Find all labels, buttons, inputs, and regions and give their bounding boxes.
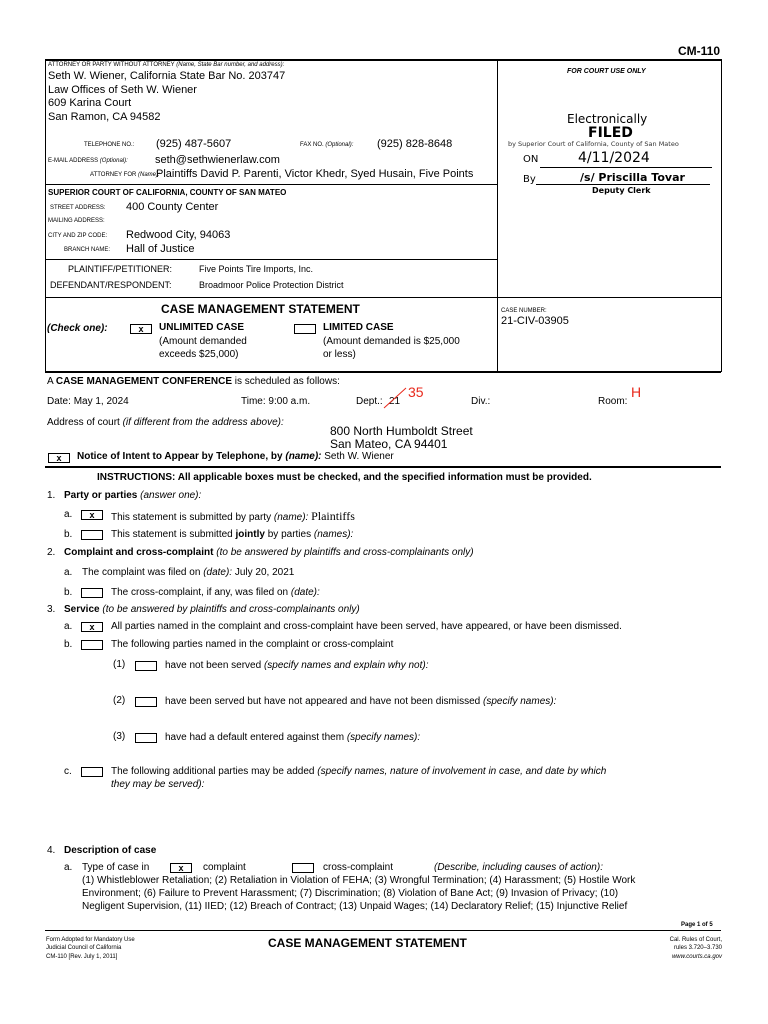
item4a-cross-checkbox[interactable] bbox=[292, 863, 314, 873]
unlimited-note-1: (Amount demanded bbox=[159, 336, 247, 347]
conference-dept-struck: 21 bbox=[389, 396, 401, 407]
notice-name-value: Seth W. Wiener bbox=[324, 451, 394, 462]
fax-value: (925) 828-8648 bbox=[377, 138, 453, 150]
item3b1-note: (specify names and explain why not): bbox=[263, 660, 429, 671]
court-address-label-text: Address of court bbox=[47, 417, 120, 428]
conference-time-label: Time: bbox=[241, 396, 266, 407]
unlimited-checkbox[interactable]: x bbox=[130, 324, 152, 334]
item2a-note: (date): bbox=[203, 567, 233, 578]
conference-date-value: May 1, 2024 bbox=[73, 396, 129, 407]
item3b3-checkbox[interactable] bbox=[135, 733, 157, 743]
item2a-value: July 20, 2021 bbox=[234, 567, 295, 578]
stamp-date-rule bbox=[540, 167, 712, 168]
limited-note-1: (Amount demanded is $25,000 bbox=[323, 336, 460, 347]
telephone-appearance-checkbox[interactable]: x bbox=[48, 453, 70, 463]
court-title: SUPERIOR COURT OF CALIFORNIA, COUNTY OF SAN MATEO bbox=[48, 188, 287, 197]
footer-rule bbox=[45, 930, 721, 931]
item1-title: Party or parties bbox=[64, 490, 138, 501]
conference-dept-label: Dept.: bbox=[356, 396, 383, 407]
item1b-checkbox[interactable] bbox=[81, 530, 103, 540]
telephone-value: (925) 487-5607 bbox=[156, 138, 232, 150]
item2b-checkbox[interactable] bbox=[81, 588, 103, 598]
header-top-rule bbox=[45, 59, 721, 61]
attorney-for-value: Plaintiffs David P. Parenti, Victor Khedr, Syed Husain, Five Points bbox=[156, 168, 474, 180]
conference-room-value: H bbox=[631, 384, 642, 400]
form-id: CM-110 bbox=[678, 44, 721, 58]
stamp-sign-rule bbox=[536, 184, 710, 185]
defendant-value: Broadmoor Police Protection District bbox=[199, 280, 344, 290]
street-label: STREET ADDRESS: bbox=[50, 205, 106, 211]
stamp-by-label: By bbox=[523, 174, 536, 185]
item3c-letter: c. bbox=[64, 766, 72, 777]
footer-adopted-1: Form Adopted for Mandatory Use bbox=[46, 937, 135, 943]
item4-number: 4. bbox=[47, 845, 56, 856]
attorney-for-label-note: (Name): bbox=[138, 172, 160, 178]
statement-title: CASE MANAGEMENT STATEMENT bbox=[161, 302, 360, 316]
item4a-complaint-checkbox[interactable]: x bbox=[170, 863, 192, 873]
item3b-text: The following parties named in the complaint or cross-complaint bbox=[111, 639, 394, 650]
item2a-letter: a. bbox=[64, 567, 73, 578]
item2a-text bbox=[82, 568, 294, 578]
footer-rules-1: Cal. Rules of Court, bbox=[669, 937, 722, 943]
conference-date-label: Date: bbox=[47, 396, 71, 407]
item3c-note-1: (specify names, nature of involvement in case, and date by which bbox=[317, 766, 607, 777]
parties-bottom-rule bbox=[45, 297, 721, 298]
item2b-letter: b. bbox=[64, 587, 73, 598]
attorney-for-label-text: ATTORNEY FOR bbox=[90, 172, 137, 178]
stamp-filed: FILED bbox=[588, 125, 633, 141]
item1a-checkbox[interactable]: x bbox=[81, 510, 103, 520]
header-divider-rule bbox=[497, 59, 498, 372]
item3c-text bbox=[111, 767, 606, 777]
fax-label bbox=[300, 142, 353, 148]
conference-dept-new: 35 bbox=[408, 384, 424, 400]
email-label-note: (Optional): bbox=[99, 158, 128, 164]
case-number-label: CASE NUMBER: bbox=[501, 308, 547, 314]
footer-rules-3: www.courts.ca.gov bbox=[671, 954, 722, 960]
limited-checkbox[interactable] bbox=[294, 324, 316, 334]
unlimited-note-2: exceeds $25,000) bbox=[159, 349, 239, 360]
court-address-label bbox=[47, 418, 284, 428]
item2-number: 2. bbox=[47, 547, 56, 558]
item3b3-text bbox=[165, 733, 420, 743]
item2a-label: The complaint was filed on bbox=[82, 567, 201, 578]
item3a-checkbox[interactable]: x bbox=[81, 622, 103, 632]
court-address-label-note: (if different from the address above): bbox=[122, 417, 284, 428]
telephone-appearance-notice bbox=[77, 452, 394, 462]
conference-div-label: Div.: bbox=[471, 396, 491, 407]
item3b3-note: (specify names): bbox=[346, 732, 421, 743]
item3-number: 3. bbox=[47, 604, 56, 615]
telephone-label: TELEPHONE NO.: bbox=[84, 142, 135, 148]
footer-title: CASE MANAGEMENT STATEMENT bbox=[268, 936, 467, 950]
city-value: Redwood City, 94063 bbox=[126, 229, 231, 241]
item2-heading bbox=[64, 548, 474, 558]
item2b-note: (date): bbox=[290, 587, 320, 598]
court-bottom-rule bbox=[45, 259, 497, 260]
item3b1-text bbox=[165, 661, 429, 671]
item3b3-label: have had a default entered against them bbox=[165, 732, 345, 743]
item3b1-number: (1) bbox=[113, 659, 126, 670]
item3c-checkbox[interactable] bbox=[81, 767, 103, 777]
conference-date bbox=[47, 397, 129, 407]
item2-title: Complaint and cross-complaint bbox=[64, 547, 214, 558]
footer-adopted-2: Judicial Council of California bbox=[46, 945, 122, 951]
defendant-label: DEFENDANT/RESPONDENT: bbox=[50, 280, 172, 290]
item3b-letter: b. bbox=[64, 639, 73, 650]
item4a-causes-line-2: Environment; (6) Failure to Prevent Harassment; (7) Discrimination; (8) Violation of Bane Act; (9) Invasion of Privacy; (10) bbox=[82, 888, 619, 899]
limited-label: LIMITED CASE bbox=[323, 322, 394, 333]
item1-number: 1. bbox=[47, 490, 56, 501]
check-one-label: (Check one): bbox=[47, 323, 108, 334]
item3b2-text bbox=[165, 697, 556, 707]
stamp-electronically: Electronically bbox=[567, 112, 648, 126]
item1a-note: (name): bbox=[273, 512, 309, 523]
header-left-rule bbox=[45, 59, 46, 372]
item1b-post: by parties bbox=[267, 529, 312, 540]
item1b-note: (names): bbox=[313, 529, 354, 540]
stamp-on-label: ON bbox=[523, 154, 539, 165]
item3a-text: All parties named in the complaint and cross-complaint have been served, have appeared, or have been dismissed. bbox=[111, 621, 622, 632]
item4a-cross-label: cross-complaint bbox=[323, 862, 394, 873]
item1b-text bbox=[111, 530, 353, 540]
item1-note: (answer one): bbox=[140, 490, 202, 501]
email-label bbox=[48, 158, 128, 164]
attorney-line-4: San Ramon, CA 94582 bbox=[48, 111, 161, 123]
conference-time bbox=[241, 397, 310, 407]
item3b1-label: have not been served bbox=[165, 660, 262, 671]
mailing-label: MAILING ADDRESS: bbox=[48, 218, 105, 224]
branch-value: Hall of Justice bbox=[126, 243, 195, 255]
stamp-title: Deputy Clerk bbox=[592, 186, 651, 195]
attorney-bottom-rule bbox=[45, 184, 497, 185]
court-use-label: FOR COURT USE ONLY bbox=[567, 68, 646, 75]
item1b-letter: b. bbox=[64, 529, 73, 540]
stamp-court-line: by Superior Court of California, County of San Mateo bbox=[508, 140, 679, 148]
item1a-value: Plaintiffs bbox=[311, 509, 355, 523]
conference-intro-post: is scheduled as follows: bbox=[232, 376, 340, 387]
stamp-date: 4/11/2024 bbox=[578, 150, 650, 166]
item3b2-checkbox[interactable] bbox=[135, 697, 157, 707]
item3-heading bbox=[64, 605, 360, 615]
dept-strike-mark bbox=[382, 386, 410, 410]
stamp-signature: /s/ Priscilla Tovar bbox=[580, 171, 685, 184]
item2b-text bbox=[111, 588, 320, 598]
item4a-causes-line-1: (1) Whistleblower Retaliation; (2) Retaliation in Violation of FEHA; (3) Wrongful Termination; (4) Harassment; (5) Hostile Work bbox=[82, 875, 636, 886]
branch-label: BRANCH NAME: bbox=[64, 247, 111, 253]
limited-note-2: or less) bbox=[323, 349, 356, 360]
item1b-pre: This statement is submitted bbox=[111, 529, 233, 540]
email-label-text: E-MAIL ADDRESS bbox=[48, 158, 99, 164]
case-number-value: 21-CIV-03905 bbox=[501, 315, 569, 327]
court-address-line-2: San Mateo, CA 94401 bbox=[330, 437, 448, 451]
item3c-note-2: they may be served): bbox=[111, 779, 205, 790]
conference-room-label: Room: bbox=[598, 396, 628, 407]
item1-heading bbox=[64, 491, 201, 501]
conference-bottom-rule bbox=[45, 466, 721, 468]
header-right-rule bbox=[721, 59, 722, 372]
attorney-line-2: Law Offices of Seth W. Wiener bbox=[48, 84, 197, 96]
item3b-checkbox[interactable] bbox=[81, 640, 103, 650]
notice-name-label: (name): bbox=[285, 451, 322, 462]
attorney-for-label bbox=[90, 172, 160, 178]
item3b1-checkbox[interactable] bbox=[135, 661, 157, 671]
attorney-header-label: ATTORNEY OR PARTY WITHOUT ATTORNEY bbox=[48, 62, 175, 68]
attorney-line-1: Seth W. Wiener, California State Bar No. 203747 bbox=[48, 70, 286, 82]
item3c-label: The following additional parties may be added bbox=[111, 766, 315, 777]
item4a-text: Type of case in bbox=[82, 862, 150, 873]
item3a-letter: a. bbox=[64, 621, 73, 632]
item2-note: (to be answered by plaintiffs and cross-complainants only) bbox=[216, 547, 474, 558]
conference-time-value: 9:00 a.m. bbox=[268, 396, 311, 407]
attorney-header bbox=[48, 62, 284, 68]
item3b3-number: (3) bbox=[113, 731, 126, 742]
conference-intro bbox=[47, 377, 340, 387]
fax-label-note: (Optional): bbox=[325, 142, 354, 148]
statement-bottom-rule bbox=[45, 371, 721, 373]
fax-label-text: FAX NO. bbox=[300, 142, 324, 148]
plaintiff-value: Five Points Tire Imports, Inc. bbox=[199, 264, 314, 274]
instructions: INSTRUCTIONS: All applicable boxes must be checked, and the specified information must be provided. bbox=[97, 472, 592, 483]
item3b2-label: have been served but have not appeared and have not been dismissed bbox=[165, 696, 481, 707]
item4-title: Description of case bbox=[64, 845, 157, 856]
conference-intro-bold: CASE MANAGEMENT CONFERENCE bbox=[55, 376, 233, 387]
notice-label: Notice of Intent to Appear by Telephone, by bbox=[77, 451, 283, 462]
attorney-line-3: 609 Karina Court bbox=[48, 97, 132, 109]
item1b-bold: jointly bbox=[235, 529, 265, 540]
item2b-label: The cross-complaint, if any, was filed on bbox=[111, 587, 289, 598]
conference-intro-pre: A bbox=[47, 376, 56, 387]
court-address-line-1: 800 North Humboldt Street bbox=[330, 424, 473, 438]
item3-title: Service bbox=[64, 604, 100, 615]
item1a-label: This statement is submitted by party bbox=[111, 512, 272, 523]
city-label: CITY AND ZIP CODE: bbox=[48, 233, 108, 239]
item4a-describe-note: (Describe, including causes of action): bbox=[434, 862, 603, 873]
item3b2-number: (2) bbox=[113, 695, 126, 706]
footer-adopted-3: CM-110 [Rev. July 1, 2011] bbox=[46, 954, 118, 960]
street-value: 400 County Center bbox=[126, 201, 219, 213]
item3-note: (to be answered by plaintiffs and cross-complainants only) bbox=[102, 604, 360, 615]
email-value: seth@sethwienerlaw.com bbox=[155, 154, 280, 166]
attorney-header-note: (Name, State Bar number, and address): bbox=[176, 62, 285, 68]
item4a-letter: a. bbox=[64, 862, 73, 873]
plaintiff-label: PLAINTIFF/PETITIONER: bbox=[68, 264, 173, 274]
unlimited-label: UNLIMITED CASE bbox=[159, 322, 244, 333]
page-number: Page 1 of 5 bbox=[681, 922, 713, 928]
item4a-complaint-label: complaint bbox=[203, 862, 246, 873]
item1a-letter: a. bbox=[64, 509, 73, 520]
item4a-causes-line-3: Negligent Supervision, (11) IIED; (12) Breach of Contract; (13) Unpaid Wages; (14) Declaratory Relief; (15) Injunctive Relief bbox=[82, 901, 628, 912]
footer-rules-2: rules 3.720–3.730 bbox=[673, 945, 722, 951]
item3b2-note: (specify names): bbox=[483, 696, 557, 707]
item1a-text bbox=[111, 510, 355, 523]
